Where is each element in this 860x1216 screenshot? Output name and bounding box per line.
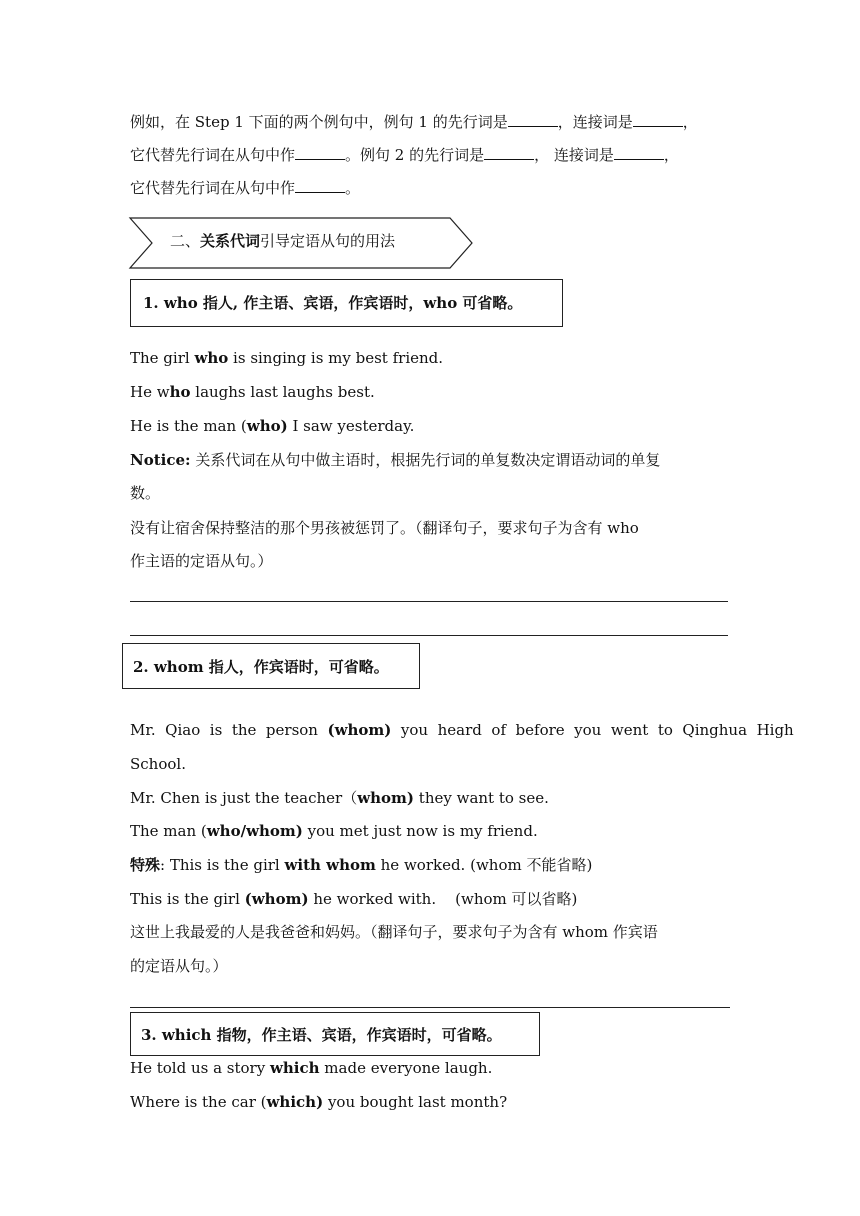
intro-text: ，	[663, 146, 679, 164]
example-bold: ho	[169, 383, 191, 401]
rule-box-which-text: 3. which 指物，作主语、宾语，作宾语时，可省略。	[141, 1026, 502, 1044]
which-example-1	[130, 1058, 730, 1078]
notice-text: 数。	[130, 484, 161, 502]
task-text: 这世上我最爱的人是我爸爸和妈妈。（翻译句子，要求句子为含有 whom 作宾语	[130, 923, 658, 941]
example-text: Mr. Qiao is the person	[130, 721, 328, 739]
blank	[295, 178, 345, 193]
intro-line-1	[130, 112, 730, 132]
example-text: you bought last month?	[323, 1093, 508, 1111]
who-example-3	[130, 416, 730, 436]
answer-line[interactable]	[130, 601, 728, 602]
task-text: 作主语的定语从句。）	[130, 552, 273, 570]
whom-example-1-line-2	[130, 754, 730, 774]
example-bold: (whom)	[244, 890, 309, 908]
intro-text: 例如，在 Step 1 下面的两个例句中，例句 1 的先行词是	[130, 113, 508, 131]
rule-box-which	[130, 1012, 540, 1056]
example-text: is singing is my best friend.	[228, 349, 444, 367]
example-text: you met just now is my friend.	[302, 822, 538, 840]
example-text: He is the man (	[130, 417, 247, 435]
example-text: He w	[130, 383, 170, 401]
example-bold: who/whom)	[206, 822, 303, 840]
intro-text: ，连接词是	[557, 113, 633, 131]
section-prefix: 二、	[170, 232, 201, 250]
intro-text: 。	[345, 179, 361, 197]
which-example-2	[130, 1092, 730, 1112]
example-bold: whom)	[357, 789, 415, 807]
rule-box-whom	[122, 643, 420, 689]
who-task-line-1	[130, 518, 730, 538]
section-title-bold: 关系代词	[200, 232, 261, 250]
intro-text: ，	[682, 113, 698, 131]
example-bold: which)	[266, 1093, 324, 1111]
notice-line-1	[130, 450, 730, 470]
example-text: they want to see.	[414, 789, 549, 807]
example-text: he worked with. (whom 可以省略)	[308, 890, 578, 908]
intro-text: 。例句 2 的先行词是	[345, 146, 485, 164]
example-bold: who)	[246, 417, 288, 435]
blank	[633, 112, 683, 127]
intro-line-2	[130, 145, 730, 165]
whom-example-2	[130, 788, 730, 808]
whom-example-1-line-1	[130, 720, 794, 740]
example-text: The girl	[130, 349, 195, 367]
rule-box-whom-text: 2. whom 指人，作宾语时，可省略。	[133, 658, 389, 676]
example-text: made everyone laugh.	[319, 1059, 493, 1077]
who-example-1	[130, 348, 730, 368]
example-text: Mr. Chen is just the teacher（	[130, 789, 358, 807]
intro-text: 它代替先行词在从句中作	[130, 179, 296, 197]
blank	[484, 145, 534, 160]
example-text: I saw yesterday.	[287, 417, 415, 435]
who-example-2	[130, 382, 730, 402]
example-bold: (whom)	[327, 721, 392, 739]
example-text: Where is the car (	[130, 1093, 267, 1111]
section-title	[170, 231, 395, 251]
whom-special-example	[130, 855, 730, 875]
example-bold: with whom	[284, 856, 376, 874]
blank	[295, 145, 345, 160]
example-text: laughs last laughs best.	[190, 383, 375, 401]
whom-example-3	[130, 821, 730, 841]
example-text: He told us a story	[130, 1059, 270, 1077]
task-text: 的定语从句。）	[130, 957, 228, 975]
who-task-line-2	[130, 551, 730, 571]
whom-example-5	[130, 889, 730, 909]
notice-text: 关系代词在从句中做主语时，根据先行词的单复数决定谓语动词的单复	[190, 451, 661, 469]
section-title-rest: 引导定语从句的用法	[260, 232, 396, 250]
example-bold: which	[269, 1059, 320, 1077]
example-text: This is the girl	[130, 890, 245, 908]
notice-label: Notice:	[130, 451, 191, 469]
special-label: 特殊	[130, 856, 161, 874]
example-text: he worked. (whom 不能省略)	[375, 856, 593, 874]
example-text: School.	[130, 755, 186, 773]
notice-line-2	[130, 483, 730, 503]
example-text: you heard of before you went to Qinghua High	[391, 721, 794, 739]
example-bold: who	[194, 349, 229, 367]
answer-line[interactable]	[130, 1007, 730, 1008]
example-text: : This is the girl	[160, 856, 285, 874]
intro-text: 它代替先行词在从句中作	[130, 146, 296, 164]
rule-box-who	[130, 279, 563, 327]
whom-task-line-1	[130, 922, 730, 942]
task-text: 没有让宿舍保持整洁的那个男孩被惩罚了。（翻译句子，要求句子为含有 who	[130, 519, 639, 537]
answer-line[interactable]	[130, 635, 728, 636]
example-text: The man (	[130, 822, 207, 840]
rule-box-who-text: 1. who 指人, 作主语、宾语，作宾语时，who 可省略。	[143, 294, 523, 312]
intro-line-3	[130, 178, 730, 198]
whom-task-line-2	[130, 956, 730, 976]
blank	[508, 112, 558, 127]
blank	[614, 145, 664, 160]
intro-text: ， 连接词是	[534, 146, 614, 164]
